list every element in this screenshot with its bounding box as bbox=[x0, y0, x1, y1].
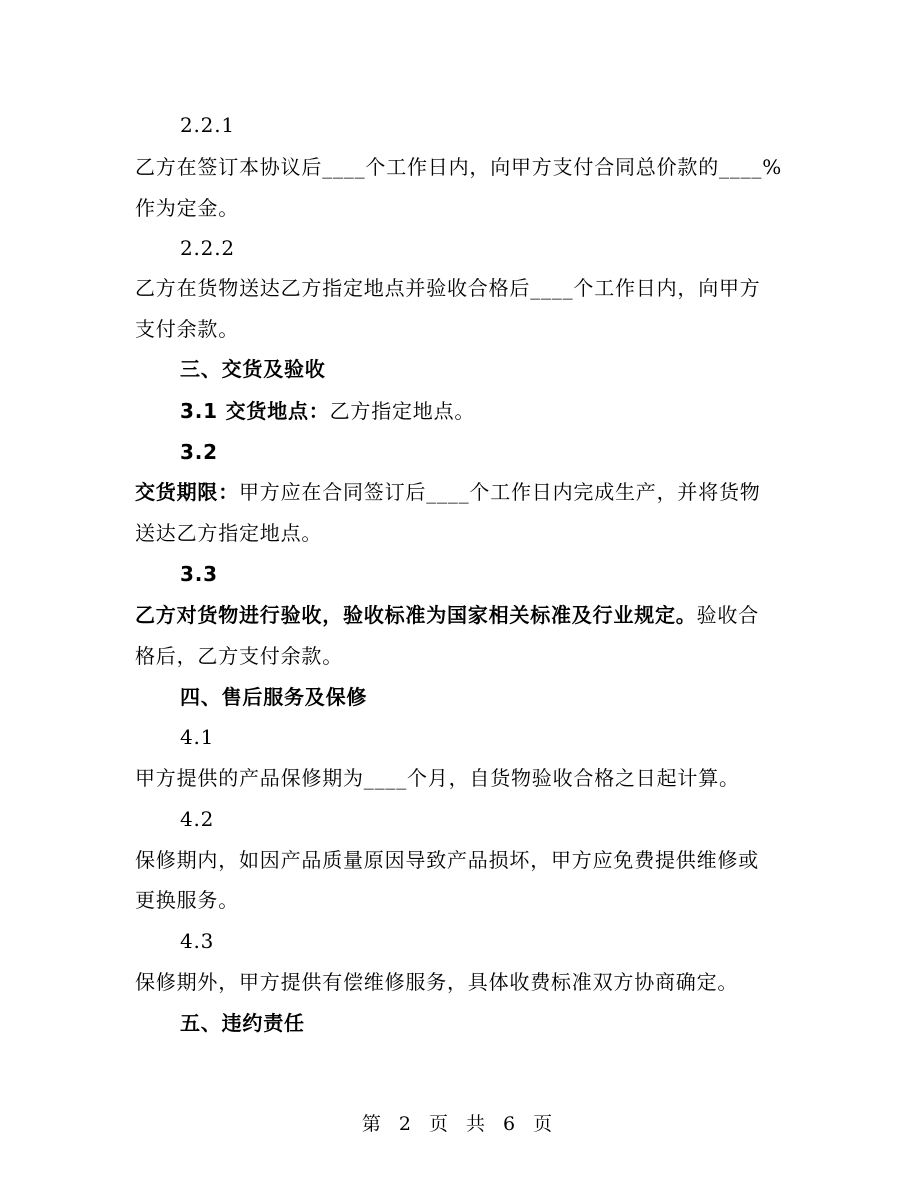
clause-2-2-1-number: 2.2.1 bbox=[180, 113, 235, 137]
clause-4-2-number: 4.2 bbox=[180, 807, 215, 831]
clause-3-2-label: 交货期限： bbox=[135, 480, 239, 504]
clause-4-1-number: 4.1 bbox=[180, 725, 215, 749]
clause-3-1-text: 乙方指定地点。 bbox=[329, 399, 476, 423]
clause-2-2-2-number: 2.2.2 bbox=[180, 236, 235, 260]
clause-3-2-text bbox=[135, 479, 785, 505]
clause-3-3-number: 3.3 bbox=[180, 562, 218, 586]
clause-4-1-text: 甲方提供的产品保修期为____个月，自货物验收合格之日起计算。 bbox=[135, 766, 740, 790]
clause-4-3-number: 4.3 bbox=[180, 929, 215, 953]
section-5-heading: 五、违约责任 bbox=[180, 1011, 305, 1035]
clause-3-3-body: 验收合 bbox=[696, 603, 760, 627]
clause-2-2-2-text: 乙方在货物送达乙方指定地点并验收合格后____个工作日内，向甲方 bbox=[135, 276, 761, 300]
clause-2-2-1-text: 乙方在签订本协议后____个工作日内，向甲方支付合同总价款的____% bbox=[135, 155, 783, 179]
section-4-heading: 四、售后服务及保修 bbox=[180, 685, 368, 709]
clause-3-3-bold-text: 乙方对货物进行验收，验收标准为国家相关标准及行业规定。 bbox=[135, 603, 697, 627]
clause-3-1 bbox=[180, 398, 830, 424]
clause-3-2-body: 甲方应在合同签订后____个工作日内完成生产，并将货物 bbox=[239, 480, 761, 504]
section-3-heading: 三、交货及验收 bbox=[180, 357, 326, 381]
clause-3-2-text-cont: 送达乙方指定地点。 bbox=[135, 521, 323, 545]
page-footer: 第 2 页 共 6 页 bbox=[361, 1113, 559, 1135]
clause-2-2-2-text-cont: 支付余款。 bbox=[135, 317, 239, 341]
clause-3-2-number: 3.2 bbox=[180, 440, 218, 464]
clause-4-2-text-cont: 更换服务。 bbox=[135, 888, 239, 912]
clause-3-1-label: 3.1 交货地点： bbox=[180, 399, 330, 423]
clause-3-3-text-cont: 格后，乙方支付余款。 bbox=[135, 644, 343, 668]
clause-3-3-text bbox=[135, 602, 785, 628]
clause-2-2-1-text-cont: 作为定金。 bbox=[135, 196, 239, 220]
clause-4-3-text: 保修期外，甲方提供有偿维修服务，具体收费标准双方协商确定。 bbox=[135, 970, 739, 994]
clause-4-2-text: 保修期内，如因产品质量原因导致产品损坏，甲方应免费提供维修或 bbox=[135, 848, 759, 872]
